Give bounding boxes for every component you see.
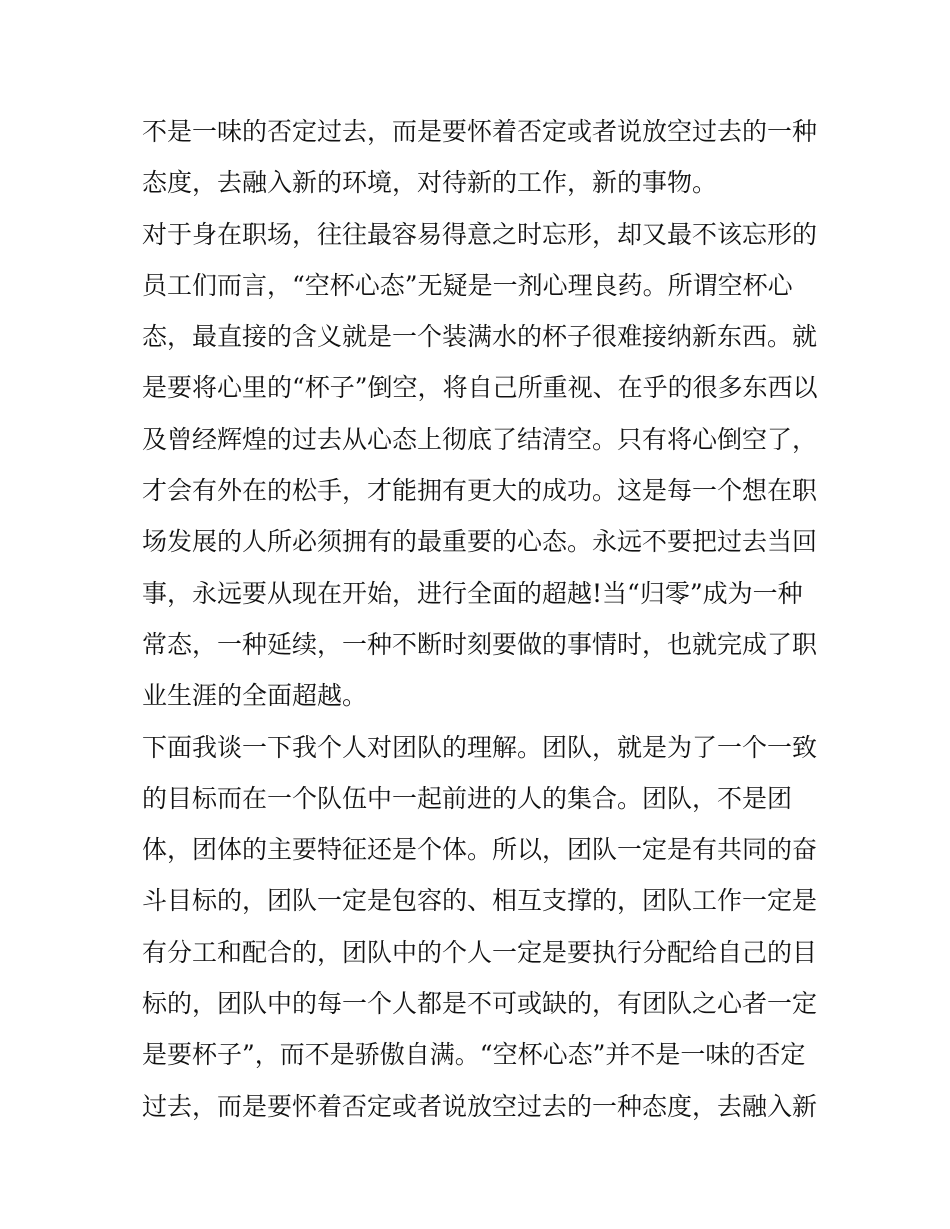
text-line: 员工们而言，“空杯心态”无疑是一剂心理良药。所谓空杯心	[142, 270, 793, 300]
text-line: 标的，团队中的每一个人都是不可或缺的，有团队之心者一定	[142, 989, 818, 1019]
text-line: 的目标而在一个队伍中一起前进的人的集合。团队，不是团	[142, 783, 793, 813]
text-line: 是要将心里的“杯子”倒空，将自己所重视、在乎的很多东西以	[142, 373, 818, 403]
text-line: 是要杯子”，而不是骄傲自满。“空杯心态”并不是一味的否定	[142, 1040, 806, 1070]
body-text	[142, 106, 822, 1132]
text-line: 不是一味的否定过去，而是要怀着否定或者说放空过去的一种	[142, 117, 818, 146]
text-line: 斗目标的，团队一定是包容的、相互支撑的，团队工作一定是	[142, 886, 818, 916]
text-line: 业生涯的全面超越。	[142, 681, 368, 711]
text-line: 对于身在职场，往往最容易得意之时忘形，却又最不该忘形的	[142, 219, 818, 249]
text-line: 场发展的人所必须拥有的最重要的心态。永远不要把过去当回	[142, 527, 818, 557]
text-line: 事，永远要从现在开始，进行全面的超越!当“归零”成为一种	[142, 578, 803, 608]
text-line: 及曾经辉煌的过去从心态上彻底了结清空。只有将心倒空了，	[142, 424, 818, 454]
text-line: 下面我谈一下我个人对团队的理解。团队，就是为了一个一致	[142, 732, 818, 762]
text-line: 态，最直接的含义就是一个装满水的杯子很难接纳新东西。就	[142, 322, 818, 352]
text-line: 才会有外在的松手，才能拥有更大的成功。这是每一个想在职	[142, 476, 818, 506]
text-line: 有分工和配合的，团队中的个人一定是要执行分配给自己的目	[142, 937, 818, 967]
text-line: 常态，一种延续，一种不断时刻要做的事情时，也就完成了职	[142, 629, 818, 659]
text-line: 态度，去融入新的环境，对待新的工作，新的事物。	[142, 168, 718, 198]
text-line: 体，团体的主要特征还是个体。所以，团队一定是有共同的奋	[142, 835, 818, 865]
text-line: 过去，而是要怀着否定或者说放空过去的一种态度，去融入新	[142, 1091, 818, 1121]
